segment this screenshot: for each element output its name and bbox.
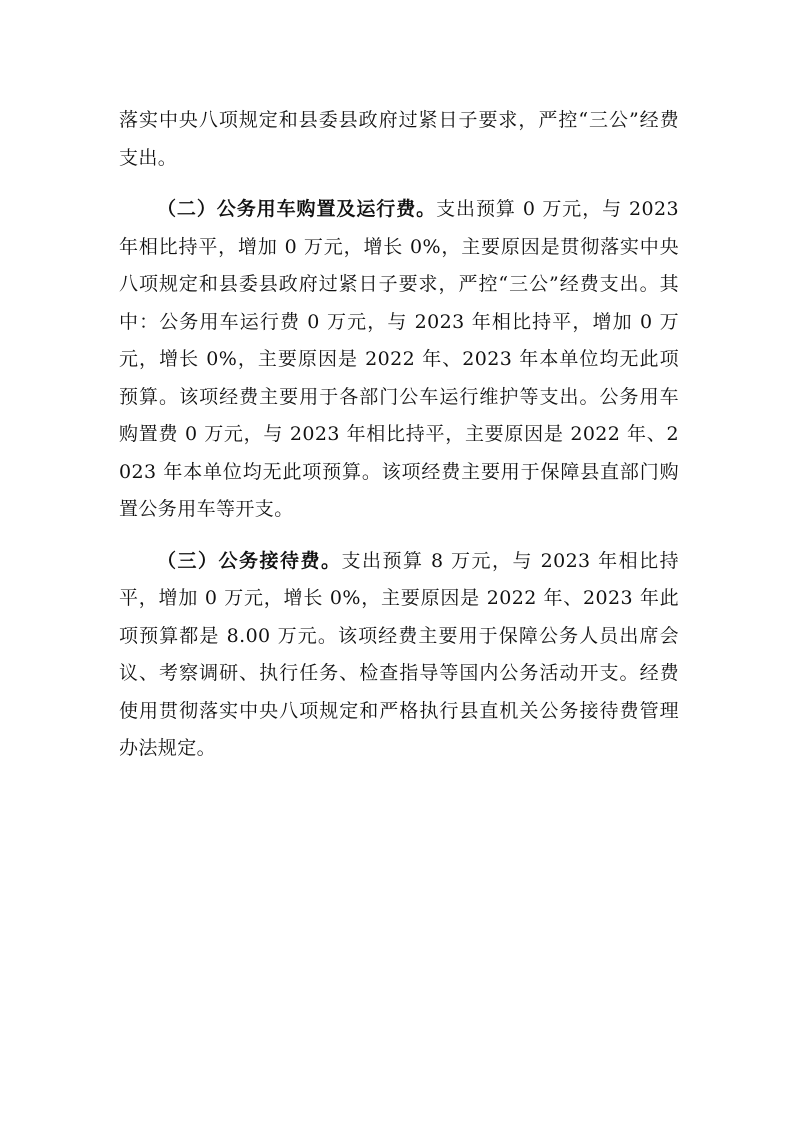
section-heading-vehicle: （二）公务用车购置及运行费。 [157,198,437,220]
paragraph-text: 支出预算 8 万元，与 2023 年相比持平，增加 0 万元，增长 0%，主要原因是 2022 年、2023 年此项预算都是 8.00 万元。该项经费主要用于保障公务人员出席会议、考察调研、执行任务、检查指导等国内公务活动开支。经费使用贯彻落实中央八项规定和严格执行县直机关公务接待费管理办法规定。 [119,549,679,759]
section-heading-reception: （三）公务接待费。 [157,549,342,572]
document-body [119,102,679,768]
paragraph-reception-expenses [119,543,679,768]
paragraph-text: 支出预算 0 万元，与 2023 年相比持平，增加 0 万元，增长 0%，主要原因是贯彻落实中央八项规定和县委县政府过紧日子要求，严控“三公”经费支出。其中：公务用车运行费 0 万元，与 2023 年相比持平，增加 0 万元，增长 0%，主要原因是 2022 年、2023 年本单位均无此项预算。该项经费主要用于各部门公车运行维护等支出。公务用车购置费 0 万元，与 2023 年相比持平，主要原因是 2022 年、2023 年本单位均无此项预算。该项经费主要用于保障县直部门购置公务用车等开支。 [119,198,679,520]
paragraph-vehicle-expenses [119,191,679,529]
paragraph-continuation [119,102,679,177]
paragraph-text: 落实中央八项规定和县委县政府过紧日子要求，严控“三公”经费支出。 [119,109,679,169]
